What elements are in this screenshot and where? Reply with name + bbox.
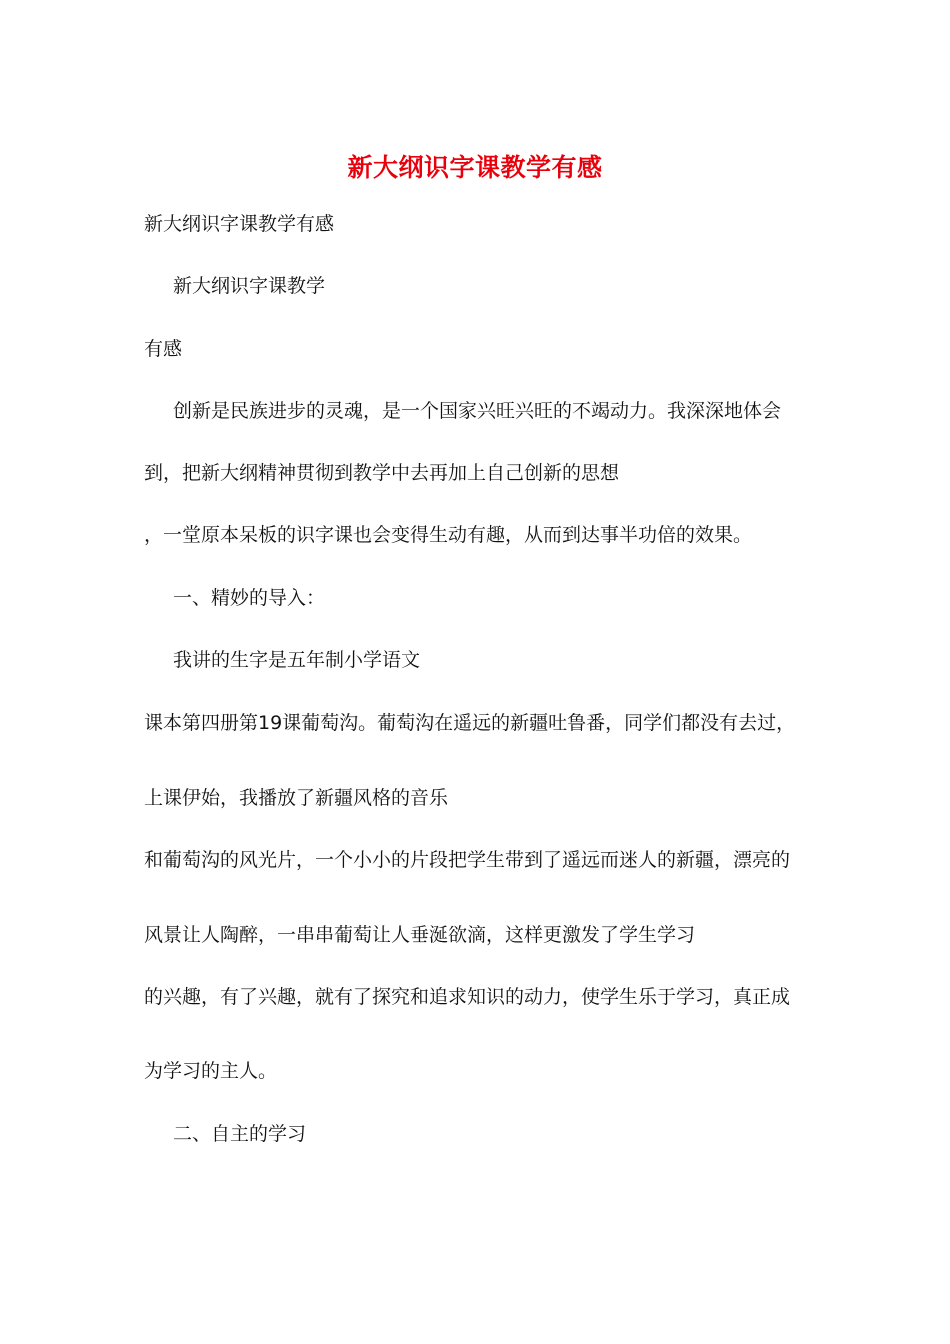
paragraph-line: 我讲的生字是五年制小学语文 <box>173 649 421 671</box>
paragraph-line: 新大纲识字课教学 <box>173 275 326 297</box>
paragraph-line: 的兴趣，有了兴趣，就有了探究和追求知识的动力，使学生乐于学习，真正成 <box>144 986 791 1008</box>
paragraph-line: 新大纲识字课教学有感 <box>144 213 335 235</box>
section-heading: 一、精妙的导入： <box>173 587 326 609</box>
section-heading: 二、自主的学习 <box>173 1123 307 1145</box>
paragraph-line: 风景让人陶醉，一串串葡萄让人垂涎欲滴，这样更激发了学生学习 <box>144 924 696 946</box>
document-title: 新大纲识字课教学有感 <box>347 153 603 182</box>
paragraph-line: 创新是民族进步的灵魂，是一个国家兴旺兴旺的不竭动力。我深深地体会 <box>173 400 782 422</box>
paragraph-line: 到，把新大纲精神贯彻到教学中去再加上自己创新的思想 <box>144 462 620 484</box>
paragraph-line: 和葡萄沟的风光片，一个小小的片段把学生带到了遥远而迷人的新疆，漂亮的 <box>144 849 791 871</box>
paragraph-line: 为学习的主人。 <box>144 1060 278 1082</box>
paragraph-line: ，一堂原本呆板的识字课也会变得生动有趣，从而到达事半功倍的效果。 <box>144 524 753 546</box>
paragraph-line: 课本第四册第19课葡萄沟。葡萄沟在遥远的新疆吐鲁番，同学们都没有去过， <box>144 712 796 734</box>
paragraph-line: 上课伊始，我播放了新疆风格的音乐 <box>144 787 449 809</box>
paragraph-line: 有感 <box>144 338 183 360</box>
